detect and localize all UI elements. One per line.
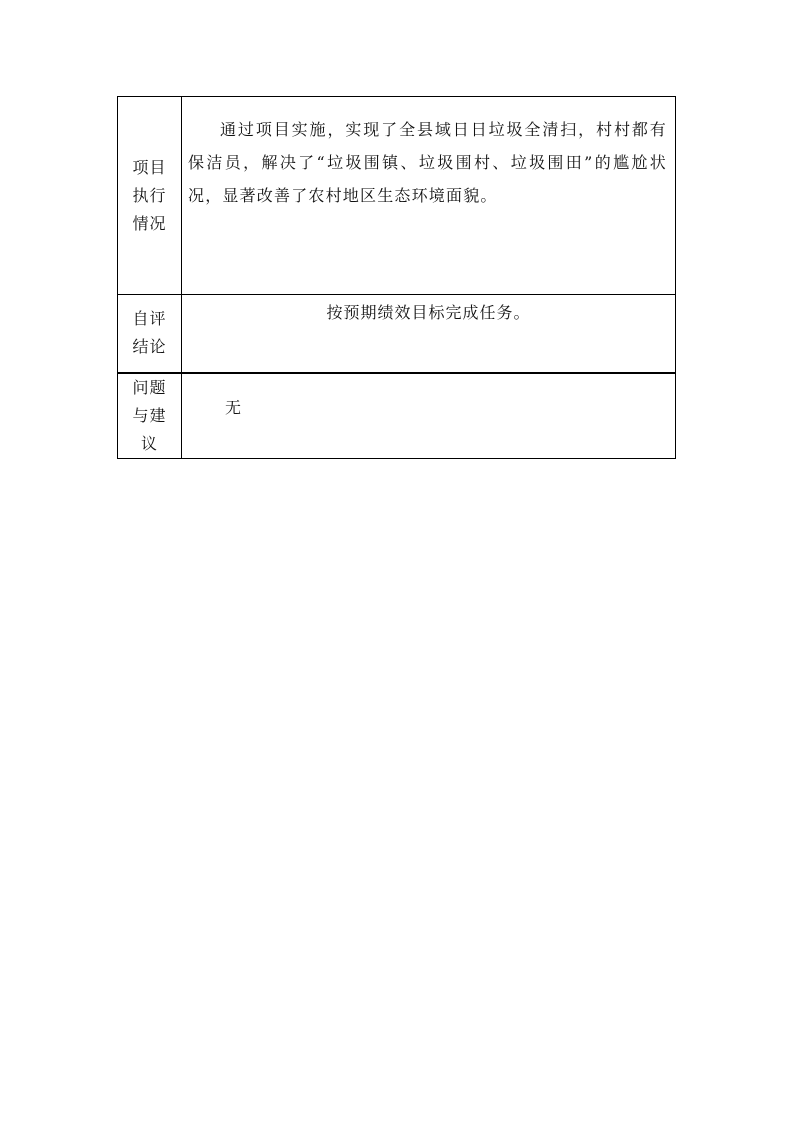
table-row-self-evaluation	[118, 295, 676, 373]
table-row-execution	[118, 97, 676, 295]
label-project-execution: 项目 执行 情况	[118, 97, 182, 295]
performance-report-table	[117, 96, 676, 459]
table-row-issues	[118, 373, 676, 459]
label-issues-suggestions: 问题 与建 议	[118, 373, 182, 459]
project-execution-text: 通过项目实施，实现了全县域日日垃圾全清扫，村村都有保洁员，解决了“垃圾围镇、垃圾围村、垃圾围田”的尴尬状况，显著改善了农村地区生态环境面貌。	[182, 97, 676, 295]
self-evaluation-text: 按预期绩效目标完成任务。	[182, 295, 676, 373]
issues-suggestions-text: 无	[182, 373, 676, 459]
label-self-evaluation: 自评 结论	[118, 295, 182, 373]
